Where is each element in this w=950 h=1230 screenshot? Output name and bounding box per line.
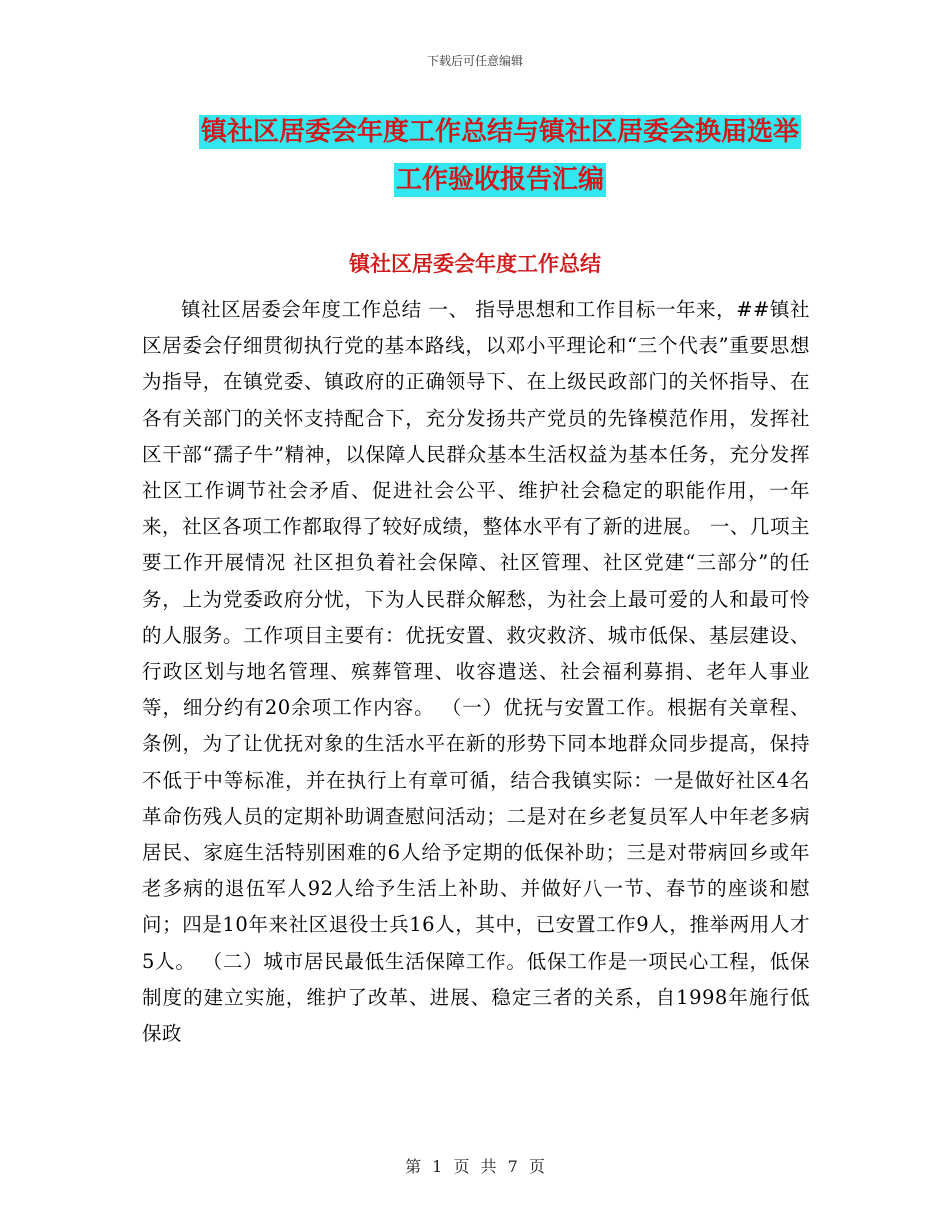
body-paragraph: 镇社区居委会年度工作总结 一、 指导思想和工作目标一年来，##镇社区居委会仔细贯彻执行党的基本路线，以邓小平理论和“三个代表”重要思想为指导，在镇党委、镇政府的正确领导下、在上级民政部门的关怀指导、在各有关部门的关怀支持配合下，充分发扬共产党员的先锋模范作用，发挥社区干部“孺子牛”精神，以保障人民群众基本生活权益为基本任务，充分发挥社区工作调节社会矛盾、促进社会公平、维护社会稳定的职能作用，一年来，社区各项工作都取得了较好成绩，整体水平有了新的进展。 一、几项主要工作开展情况 社区担负着社会保障、社区管理、社区党建“三部分”的任务，上为党委政府分忧，下为人民群众解愁，为社会上最可爱的人和最可怜的人服务。工作项目主要有：优抚安置、救灾救济、城市低保、基层建设、行政区划与地名管理、殡葬管理、收容遣送、社会福利募捐、老年人事业等，细分约有20余项工作内容。 （一）优抚与安置工作。根据有关章程、条例，为了让优抚对象的生活水平在新的形势下同本地群众同步提高，保持不低于中等标准，并在执行上有章可循，结合我镇实际：一是做好社区4名革命伤残人员的定期补助调查慰问活动；二是对在乡老复员军人中年老多病居民、家庭生活特别困难的6人给予定期的低保补助；三是对带病回乡或年老多病的退伍军人92人给予生活上补助、并做好八一节、春节的座谈和慰问；四是10年来社区退役士兵16人，其中，已安置工作9人，推举两用人才5人。 （二）城市居民最低生活保障工作。低保工作是一项民心工程，低保制度的建立实施，维护了改革、进展、稳定三者的关系，自1998年施行低保政	[142, 298, 810, 1046]
section-title: 镇社区居委会年度工作总结	[349, 252, 601, 276]
title-line-2: 工作验收报告汇编	[395, 165, 604, 195]
page-footer: 第 1 页 共 7 页	[405, 1157, 545, 1176]
title-line-1: 镇社区居委会年度工作总结与镇社区居委会换届选举	[200, 117, 799, 147]
header-note: 下载后可任意编辑	[426, 54, 523, 68]
document-title	[190, 108, 810, 204]
